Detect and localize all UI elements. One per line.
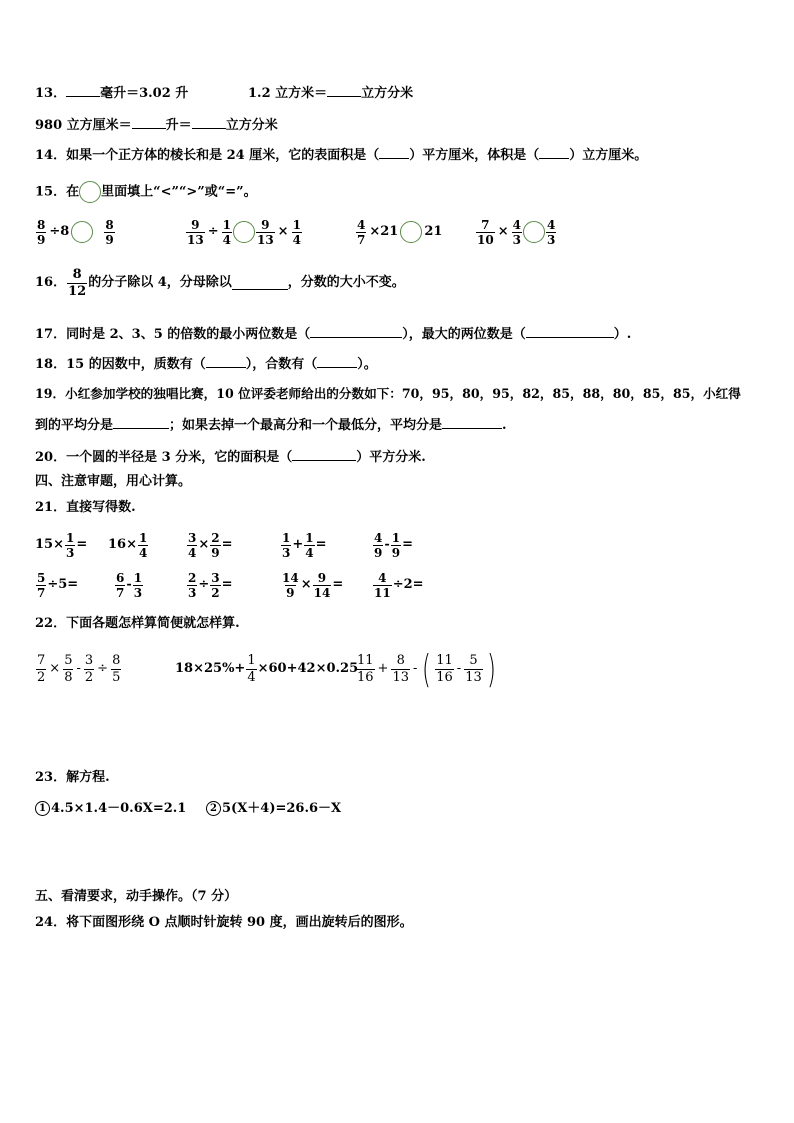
answer-blank[interactable] [292,448,356,461]
numerator: 11 [357,652,374,668]
denominator: 2 [211,585,220,600]
denominator: 9 [374,545,383,560]
q17-text-b: ），最大的两位数是（ [402,327,526,342]
denominator: 2 [37,669,46,685]
answer-blank[interactable] [327,84,361,97]
q15-expr-1 [35,212,116,252]
q16 [35,263,405,303]
answer-blank[interactable] [66,84,100,97]
fraction [115,571,125,600]
numerator: 2 [211,530,220,545]
numerator: 11 [436,652,453,668]
fraction [138,531,148,560]
compare-circle[interactable] [71,221,93,243]
denominator: 8 [64,669,73,685]
fraction [256,218,275,247]
expr-prefix: 16× [108,537,137,552]
compare-circle [79,181,101,203]
q21-r1-e4 [280,528,327,562]
fraction [210,571,220,600]
rhs-value: 21 [424,224,443,239]
denominator: 4 [305,545,314,560]
operator: × [49,661,61,676]
q23-title: 23．解方程. [35,770,110,785]
numerator: 9 [261,217,270,232]
expr-suffix: ÷2= [392,577,424,592]
fraction [104,218,114,247]
denominator: 13 [187,232,204,247]
q13-line1 [35,84,188,102]
numerator: 3 [211,570,220,585]
denominator: 9 [105,232,114,247]
denominator: 3 [133,585,143,600]
q16-text-a: 的分子除以 4，分母除以 [88,275,232,290]
q18-text-a: 18．15 的因数中，质数有（ [35,357,206,372]
operator: ÷8 [49,224,70,239]
numerator: 1 [305,530,314,545]
q16-number: 16． [35,275,67,290]
numerator: 3 [84,652,94,668]
q19-text-c: . [502,418,507,433]
numerator: 5 [64,652,73,668]
q23-equation-1 [35,801,186,817]
section-4-heading: 四、注意审题，用心计算。 [35,474,192,489]
denominator: 10 [477,232,494,247]
expr-suffix: ÷5= [47,577,79,592]
q13-c-suffix: 立方分米 [225,118,278,133]
denominator: 13 [465,669,482,685]
fraction [63,653,73,686]
q14-text-a: 14．如果一个正方体的棱长和是 24 厘米，它的表面积是（ [35,148,380,163]
denominator: 13 [392,669,409,685]
fraction [36,571,46,600]
fraction [281,531,291,560]
q17-text-c: ）. [613,327,632,342]
fraction [210,531,220,560]
numerator: 9 [191,217,200,232]
numerator: 4 [357,217,366,232]
operator: ÷ [207,224,219,239]
fraction [84,653,94,686]
q19-text-b: ；如果去掉一个最高分和一个最低分，平均分是 [169,418,443,433]
expr-prefix: 15× [35,537,64,552]
denominator: 16 [357,669,374,685]
q15-prefix: 15．在 [35,184,80,200]
denominator: 9 [211,545,220,560]
numerator: 1 [391,530,401,545]
denominator: 16 [436,669,453,685]
fraction [187,571,197,600]
left-paren: ( [422,647,432,691]
denominator: 3 [282,545,291,560]
fraction [356,218,366,247]
operator: - [76,661,81,676]
answer-blank[interactable] [379,146,409,159]
denominator: 3 [188,585,197,600]
numerator: 8 [72,266,82,282]
q23-equation-2 [206,801,341,817]
denominator: 4 [188,545,197,560]
answer-blank[interactable] [310,325,402,338]
numerator: 1 [133,570,143,585]
fraction [246,653,256,686]
operator: × [300,577,312,592]
q17-text-a: 17．同时是 2、3、5 的倍数的最小两位数是（ [35,327,311,342]
denominator: 3 [65,545,75,560]
operator: - [413,661,418,676]
numerator: 3 [188,530,197,545]
operator: ÷ [198,577,210,592]
q20-text-b: ）平方分米. [356,450,426,465]
denominator: 13 [256,232,274,247]
numerator: 7 [37,652,46,668]
q24: 24．将下面图形绕 O 点顺时针旋转 90 度，画出旋转后的图形。 [35,915,413,930]
q13-b-prefix: 1.2 立方米＝ [248,86,328,101]
q15-expr-3 [355,212,444,252]
fraction [546,218,556,247]
operator: × [198,537,210,552]
fraction [292,218,302,247]
equation-text: 4.5×1.4－0.6X=2.1 [51,801,187,816]
fraction [36,653,46,686]
q21-r1-e5 [372,528,413,562]
numerator: 1 [282,530,291,545]
answer-blank[interactable] [132,116,166,129]
answer-blank[interactable] [317,355,357,368]
fraction [36,218,46,247]
numerator: 1 [65,530,75,545]
fraction [391,531,401,560]
q22-expr-3 [355,648,499,690]
fraction [356,653,375,686]
numerator: 4 [378,570,387,585]
operator: ÷ [97,661,109,676]
operator: × [277,224,289,239]
fraction [304,531,314,560]
q21-r1-e2 [108,528,149,562]
fraction [373,531,383,560]
numerator: 8 [105,217,114,232]
equals-sign: = [221,537,233,552]
numerator: 1 [247,652,256,668]
fraction [281,571,300,600]
fraction [512,218,522,247]
answer-blank[interactable] [206,355,246,368]
numerator: 8 [37,217,46,232]
q18 [35,355,377,373]
q21-r1-e3 [186,528,233,562]
q19-text-a: 到的平均分是 [35,418,114,433]
denominator: 5 [112,669,121,685]
q18-text-b: ），合数有（ [245,357,318,372]
numerator: 1 [222,217,231,232]
answer-blank[interactable] [232,277,288,290]
numerator: 7 [481,217,490,232]
q13-c-prefix: 980 立方厘米＝ [35,118,132,133]
numerator: 1 [292,217,301,232]
numerator: 4 [512,217,521,232]
denominator: 4 [247,669,256,685]
numerator: 4 [374,530,383,545]
answer-blank[interactable] [442,416,502,429]
q13-c-mid: 升＝ [165,118,192,133]
q15-expr-2 [185,212,303,252]
operator: × [497,224,509,239]
q13-part-b [248,84,413,102]
right-paren: ) [486,647,496,691]
fraction [373,571,392,600]
denominator: 4 [292,232,301,247]
q13-a-suffix: 毫升＝3.02 升 [100,86,189,101]
q22-expr-2 [175,648,358,690]
numerator: 5 [37,570,46,585]
section-5-heading: 五、看清要求，动手操作。（7 分） [35,889,238,904]
equals-sign: = [76,537,88,552]
q13-number: 13． [35,86,67,101]
numerator: 14 [282,570,299,585]
q21-r2-e4 [280,568,343,602]
expr-suffix: ×60+42×0.25 [257,661,359,676]
fraction [222,218,232,247]
operator: ×21 [369,224,399,239]
q13-b-suffix: 立方分米 [361,86,414,101]
answer-blank[interactable] [113,416,169,429]
equals-sign: = [315,537,327,552]
q20 [35,448,426,466]
q21-r2-e1 [35,568,78,602]
equals-sign: = [221,577,233,592]
circled-number: 2 [206,801,221,816]
compare-circle[interactable] [233,221,255,243]
fraction [67,267,87,300]
denominator: 7 [357,232,366,247]
q15-suffix: 里面填上“<”“>”或“=”。 [101,184,257,200]
q21-r2-e2 [114,568,144,602]
q21-r1-e1 [35,528,87,562]
q15-title [35,181,257,203]
numerator: 4 [546,217,556,232]
operator: + [377,661,389,676]
q19-line2 [35,416,507,434]
denominator: 9 [37,232,46,247]
q21-r2-e5 [372,568,424,602]
q22-title: 22．下面各题怎样算简便就怎样算. [35,616,240,631]
q14-text-b: ）平方厘米，体积是（ [409,148,540,163]
equation-text: 5(X＋4)=26.6－X [222,801,342,816]
q20-text-a: 20．一个圆的半径是 3 分米，它的面积是（ [35,450,293,465]
fraction [391,653,410,686]
fraction [65,531,75,560]
operator: - [456,661,462,676]
q18-text-c: ）。 [357,357,377,372]
denominator: 4 [138,545,148,560]
numerator: 2 [188,570,197,585]
denominator: 7 [116,585,125,600]
fraction [435,653,454,686]
q22-expr-1 [35,648,122,690]
q19-line1: 19．小红参加学校的独唱比赛，10 位评委老师给出的分数如下：70，95，80，95，82，85，88，80，85，85，小红得 [35,386,741,401]
compare-circle[interactable] [400,221,422,243]
numerator: 1 [138,530,148,545]
numerator: 6 [116,570,125,585]
fraction [476,218,495,247]
circled-number: 1 [35,801,50,816]
fraction [186,218,205,247]
q21-r2-e3 [186,568,233,602]
numerator: 9 [317,570,327,585]
q16-text-b: ，分数的大小不变。 [287,275,405,290]
operator: - [384,537,390,552]
denominator: 4 [222,232,231,247]
denominator: 11 [374,585,391,600]
denominator: 9 [391,545,401,560]
operator: + [292,537,304,552]
expr-prefix: 18×25%+ [175,661,246,676]
denominator: 3 [512,232,521,247]
fraction [187,531,197,560]
denominator: 3 [546,232,556,247]
operator: - [126,577,132,592]
equals-sign: = [332,577,344,592]
fraction [313,571,332,600]
q17 [35,325,631,343]
denominator: 12 [68,283,87,299]
q13-line2 [35,116,278,134]
numerator: 8 [396,652,405,668]
denominator: 2 [84,669,94,685]
q15-expr-4 [475,212,557,252]
numerator: 5 [469,652,478,668]
q14 [35,146,647,164]
denominator: 7 [37,585,46,600]
equals-sign: = [402,537,414,552]
denominator: 14 [313,585,331,600]
compare-circle[interactable] [523,221,545,243]
answer-blank[interactable] [526,325,614,338]
answer-blank[interactable] [539,146,569,159]
numerator: 8 [112,652,121,668]
fraction [133,571,143,600]
fraction [464,653,483,686]
fraction [111,653,121,686]
answer-blank[interactable] [192,116,226,129]
q21-title: 21．直接写得数. [35,500,136,515]
q14-text-c: ）立方厘米。 [569,148,648,163]
denominator: 9 [286,585,295,600]
